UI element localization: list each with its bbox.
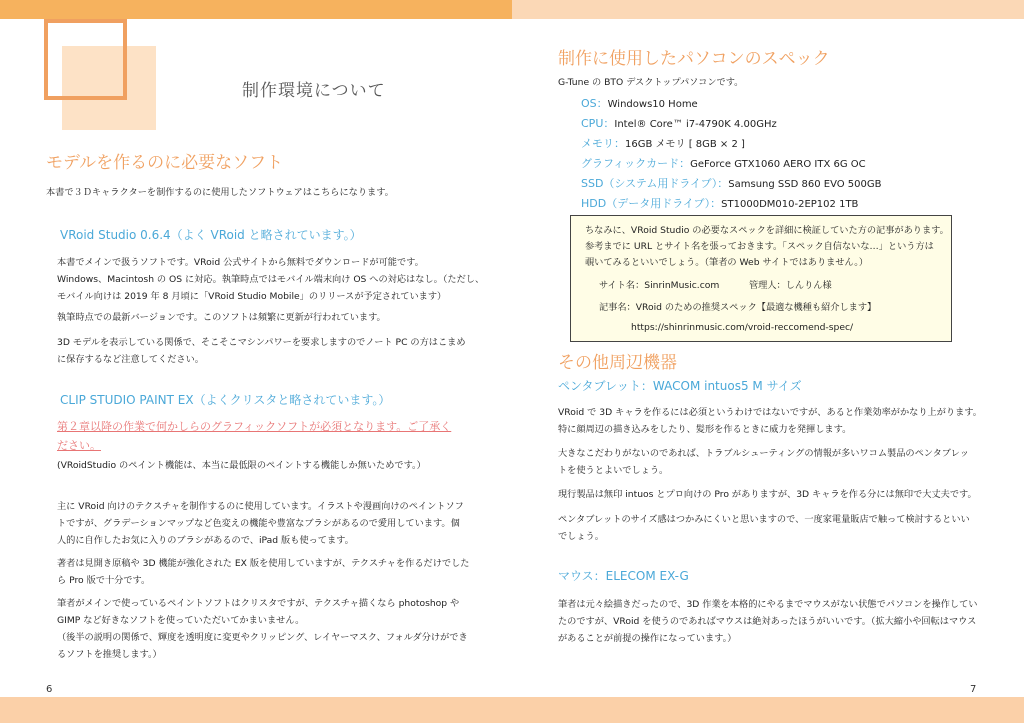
clip-paragraph-1: 主に VRoid 向けのテクスチャを制作するのに使用しています。イラストや漫画向けのペイントソフ トですが、グラデーションマップなど色変えの機能や豊富なブラシがあるので愛用しています。個 人的に自作したお気に入りのブラシがあるので、iPad 版も使ってます。 — [57, 501, 464, 546]
bottom-band — [512, 697, 1024, 723]
note-line-1: ちなみに、VRoid Studio の必要なスペックを詳細に検証していた方の記事があります。 — [585, 225, 949, 236]
note-site-name: サイト名：SinrinMusic.com — [599, 280, 720, 291]
warning-note: (VRoidStudio のペイント機能は、本当に最低限のペイントする機能しか無いためです。） — [57, 460, 426, 471]
vroid-paragraph-1: 本書でメインで扱うソフトです。VRoid 公式サイトから無料でダウンロードが可能です。 Windows、Macintosh の OS に対応。執筆時点ではモバイル端末向け OS への対応はなし。（ただし、 モバイル向けは 2019 年 8 月頃に「VRoid Studio Mobile」のリリースが予定されています） — [57, 257, 485, 302]
tablet-paragraph-3: 現行製品は無印 intuos とプロ向けの Pro がありますが、3D キャラを作る分には無印で大丈夫です。 — [558, 489, 977, 500]
spec-row-ssd: SSD（システム用ドライブ）：Samsung SSD 860 EVO 500GB — [581, 177, 882, 190]
note-url[interactable]: https://shinrinmusic.com/vroid-reccomend-spec/ — [631, 322, 854, 333]
note-admin: 管理人：しんりん様 — [749, 280, 832, 291]
clip-studio-heading: CLIP STUDIO PAINT EX（よくクリスタと略されています。） — [60, 393, 391, 407]
peripheral-title: その他周辺機器 — [558, 353, 677, 373]
spec-title: 制作に使用したパソコンのスペック — [558, 49, 830, 69]
reference-note-box — [570, 215, 952, 342]
spec-row-memory: メモリ：16GB メモリ [ 8GB × 2 ] — [581, 137, 745, 150]
tablet-heading: ペンタブレット：WACOM intuos5 M サイズ — [558, 379, 802, 393]
chapter-decoration-frame — [44, 19, 127, 100]
page-number-left: 6 — [46, 684, 53, 695]
mouse-heading: マウス：ELECOM EX-G — [558, 569, 689, 583]
tablet-paragraph-2: 大きなこだわりがないのであれば、トラブルシューティングの情報が多いワコム製品のペンタブレッ トを使うとよいでしょう。 — [558, 448, 969, 476]
tablet-paragraph-1: VRoid で 3D キャラを作るには必須というわけではないですが、あると作業効率がかなり上がります。 特に顔周辺の描き込みをしたり、髪形を作るときに威力を発揮します。 — [558, 407, 982, 435]
mouse-paragraph-1: 筆者は元々絵描きだったので、3D 作業を本格的にやるまでマウスがない状態でパソコンを操作してい たのですが、VRoid を使うのであればマウスは絶対あったほうがいいです。（拡大縮小や回転はマウス があることが前提の操作になっています。） — [558, 599, 978, 644]
bottom-band — [0, 697, 512, 723]
page-number-right: 7 — [970, 684, 977, 695]
right-page — [512, 0, 1024, 723]
chapter-title: 制作環境について — [242, 81, 386, 101]
spec-row-hdd: HDD（データ用ドライブ）：ST1000DM010-2EP102 1TB — [581, 197, 859, 210]
vroid-heading: VRoid Studio 0.6.4（よく VRoid と略されています。） — [60, 228, 362, 242]
top-band — [512, 0, 1024, 19]
intro-text: 本書で３Ｄキャラクターを制作するのに使用したソフトウェアはこちらになります。 — [46, 187, 394, 198]
note-article: 記事名：VRoid のための推奨スペック【最適な機種も紹介します】 — [599, 302, 877, 313]
note-line-3: 覗いてみるといいでしょう。（筆者の Web サイトではありません。） — [585, 257, 869, 268]
spec-row-os: OS：Windows10 Home — [581, 97, 698, 110]
spec-row-cpu: CPU：Intel® Core™ i7-4790K 4.00GHz — [581, 117, 777, 130]
vroid-paragraph-3: 3D モデルを表示している関係で、そこそこマシンパワーを要求しますのでノート PC の方はこまめ に保存するなど注意してください。 — [57, 337, 466, 365]
clip-paragraph-2: 著者は見開き原稿や 3D 機能が強化された EX 版を使用していますが、テクスチャを作るだけでした ら Pro 版で十分です。 — [57, 558, 470, 586]
graphics-software-warning: 第２章以降の作業で何かしらのグラフィックソフトが必須となります。ご了承く ださい。 — [57, 420, 452, 452]
spec-intro: G-Tune の BTO デスクトップパソコンです。 — [558, 77, 744, 88]
note-line-2: 参考までに URL とサイト名を張っておきます。「スペック自信ないな…」という方は — [585, 241, 934, 252]
section-title-software: モデルを作るのに必要なソフト — [46, 153, 284, 173]
tablet-paragraph-4: ペンタブレットのサイズ感はつかみにくいと思いますので、一度家電量販店で触って検討するといい でしょう。 — [558, 514, 970, 542]
top-band — [0, 0, 512, 19]
vroid-paragraph-2: 執筆時点での最新バージョンです。このソフトは頻繁に更新が行われています。 — [57, 312, 386, 323]
clip-paragraph-3: 筆者がメインで使っているペイントソフトはクリスタですが、テクスチャ描くなら photoshop や GIMP など好きなソフトを使っていただいてかまいません。 （後半の説明の関係で、輝度を透明度に変更やクリッピング、レイヤーマスク、フォルダ分けができ るソフトを推奨します。） — [57, 598, 468, 660]
spec-row-graphics: グラフィックカード：GeForce GTX1060 AERO ITX 6G OC — [581, 157, 866, 170]
